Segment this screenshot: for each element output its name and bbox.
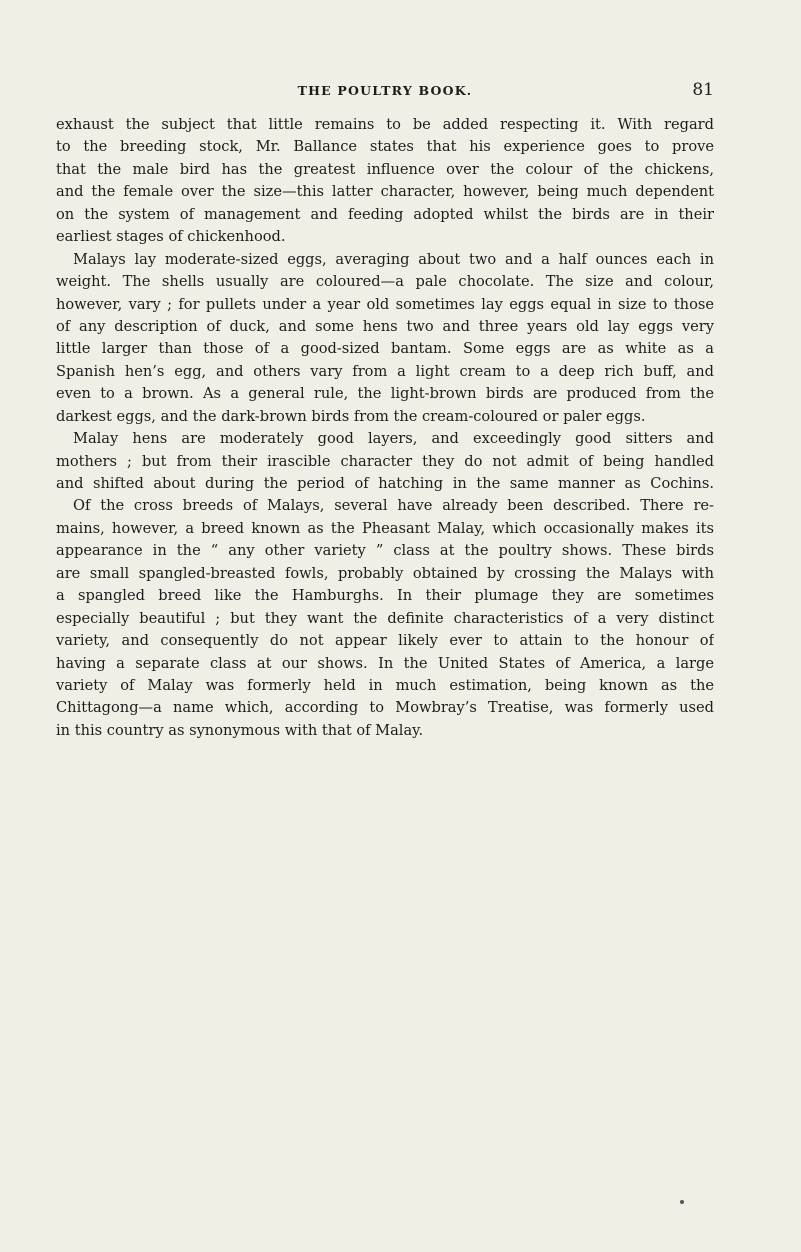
text-line: in this country as synonymous with that of Malay. [56, 721, 424, 739]
text-line: Malays lay moderate-sized eggs, averaging about two and a half ounces each in [73, 250, 714, 268]
text-line: having a separate class at our shows. In the United States of America, a large [56, 654, 714, 672]
text-line: especially beautiful ; but they want the definite characteristics of a very distinct [56, 609, 714, 627]
text-line: mains, however, a breed known as the Pheasant Malay, which occasionally makes its [56, 519, 714, 537]
text-line: little larger than those of a good-sized bantam. Some eggs are as white as a [56, 340, 714, 358]
text-line: a spangled breed like the Hamburghs. In their plumage they are sometimes [56, 587, 714, 605]
printer-dot [680, 1200, 684, 1204]
text-line: Of the cross breeds of Malays, several have already been described. There re- [73, 497, 714, 515]
text-line: however, vary ; for pullets under a year old sometimes lay eggs equal in size to those [56, 295, 714, 313]
text-line: Spanish hen’s egg, and others vary from a light cream to a deep rich buff, and [56, 362, 714, 380]
text-line: are small spangled-breasted fowls, probably obtained by crossing the Malays with [56, 564, 714, 582]
text-line: of any description of duck, and some hens two and three years old lay eggs very [56, 317, 714, 335]
text-line: Chittagong—a name which, according to Mowbray’s Treatise, was formerly used [56, 699, 714, 717]
body-text [56, 114, 714, 742]
running-head [56, 80, 714, 102]
text-line: even to a brown. As a general rule, the light-brown birds are produced from the [56, 385, 714, 403]
text-line: Malay hens are moderately good layers, and exceedingly good sitters and [73, 430, 714, 448]
text-line: and the female over the size—this latter character, however, being much dependent [56, 183, 714, 201]
text-line: earliest stages of chickenhood. [56, 228, 286, 246]
text-line: and shifted about during the period of hatching in the same manner as Cochins. [56, 475, 714, 492]
text-line: variety of Malay was formerly held in much estimation, being known as the [56, 676, 714, 694]
text-line: on the system of management and feeding adopted whilst the birds are in their [56, 205, 714, 223]
text-line: appearance in the “ any other variety ” class at the poultry shows. These birds [56, 542, 714, 560]
text-line: darkest eggs, and the dark-brown birds from the cream-coloured or paler eggs. [56, 407, 646, 425]
text-line: that the male bird has the greatest influence over the colour of the chickens, [56, 160, 714, 178]
running-title: THE POULTRY BOOK. [297, 83, 473, 98]
text-line: variety, and consequently do not appear likely ever to attain to the honour of [56, 632, 714, 650]
text-line: to the breeding stock, Mr. Ballance states that his experience goes to prove [56, 138, 714, 156]
page-number: 81 [692, 80, 714, 100]
text-line: exhaust the subject that little remains to be added respecting it. With regard [56, 116, 714, 133]
text-line: mothers ; but from their irascible character they do not admit of being handled [56, 452, 714, 470]
text-line: weight. The shells usually are coloured—a pale chocolate. The size and colour, [56, 273, 714, 291]
